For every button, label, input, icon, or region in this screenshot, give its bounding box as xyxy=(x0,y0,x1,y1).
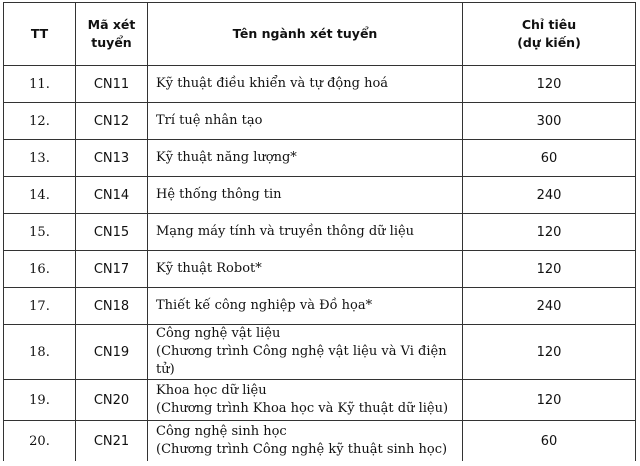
program-code: CN12 xyxy=(76,103,148,140)
program-code: CN13 xyxy=(76,140,148,177)
row-index: 14. xyxy=(4,177,76,214)
row-index: 15. xyxy=(4,214,76,251)
program-code: CN11 xyxy=(76,66,148,103)
program-quota: 120 xyxy=(463,325,636,380)
table-row xyxy=(4,66,636,103)
program-code: CN20 xyxy=(76,380,148,421)
program-code: CN14 xyxy=(76,177,148,214)
table-row xyxy=(4,251,636,288)
program-quota: 240 xyxy=(463,288,636,325)
header-row xyxy=(4,3,636,66)
header-quota: Chỉ tiêu (dự kiến) xyxy=(463,3,636,66)
program-code: CN17 xyxy=(76,251,148,288)
table-row xyxy=(4,325,636,380)
program-quota: 240 xyxy=(463,177,636,214)
header-tt: TT xyxy=(4,3,76,66)
program-code: CN18 xyxy=(76,288,148,325)
table-row xyxy=(4,140,636,177)
program-quota: 120 xyxy=(463,66,636,103)
admission-table xyxy=(3,2,636,461)
program-quota: 120 xyxy=(463,380,636,421)
row-index: 16. xyxy=(4,251,76,288)
program-quota: 300 xyxy=(463,103,636,140)
table-row xyxy=(4,103,636,140)
table-row xyxy=(4,288,636,325)
program-code: CN19 xyxy=(76,325,148,380)
program-name: Khoa học dữ liệu (Chương trình Khoa học và Kỹ thuật dữ liệu) xyxy=(148,380,463,421)
program-name: Mạng máy tính và truyền thông dữ liệu xyxy=(148,214,463,251)
header-name: Tên ngành xét tuyển xyxy=(148,3,463,66)
program-code: CN15 xyxy=(76,214,148,251)
row-index: 20. xyxy=(4,421,76,462)
program-name: Công nghệ vật liệu (Chương trình Công nghệ vật liệu và Vi điện tử) xyxy=(148,325,463,380)
row-index: 19. xyxy=(4,380,76,421)
program-name: Công nghệ sinh học (Chương trình Công nghệ kỹ thuật sinh học) xyxy=(148,421,463,462)
table-row xyxy=(4,177,636,214)
row-index: 13. xyxy=(4,140,76,177)
table-row xyxy=(4,421,636,462)
program-name: Kỹ thuật năng lượng* xyxy=(148,140,463,177)
program-name: Trí tuệ nhân tạo xyxy=(148,103,463,140)
program-name: Kỹ thuật điều khiển và tự động hoá xyxy=(148,66,463,103)
program-quota: 120 xyxy=(463,214,636,251)
row-index: 11. xyxy=(4,66,76,103)
table-row xyxy=(4,214,636,251)
program-name: Kỹ thuật Robot* xyxy=(148,251,463,288)
program-quota: 60 xyxy=(463,140,636,177)
table-row xyxy=(4,380,636,421)
row-index: 12. xyxy=(4,103,76,140)
program-name: Hệ thống thông tin xyxy=(148,177,463,214)
program-code: CN21 xyxy=(76,421,148,462)
row-index: 18. xyxy=(4,325,76,380)
program-quota: 60 xyxy=(463,421,636,462)
program-name: Thiết kế công nghiệp và Đồ họa* xyxy=(148,288,463,325)
header-code: Mã xét tuyển xyxy=(76,3,148,66)
row-index: 17. xyxy=(4,288,76,325)
program-quota: 120 xyxy=(463,251,636,288)
